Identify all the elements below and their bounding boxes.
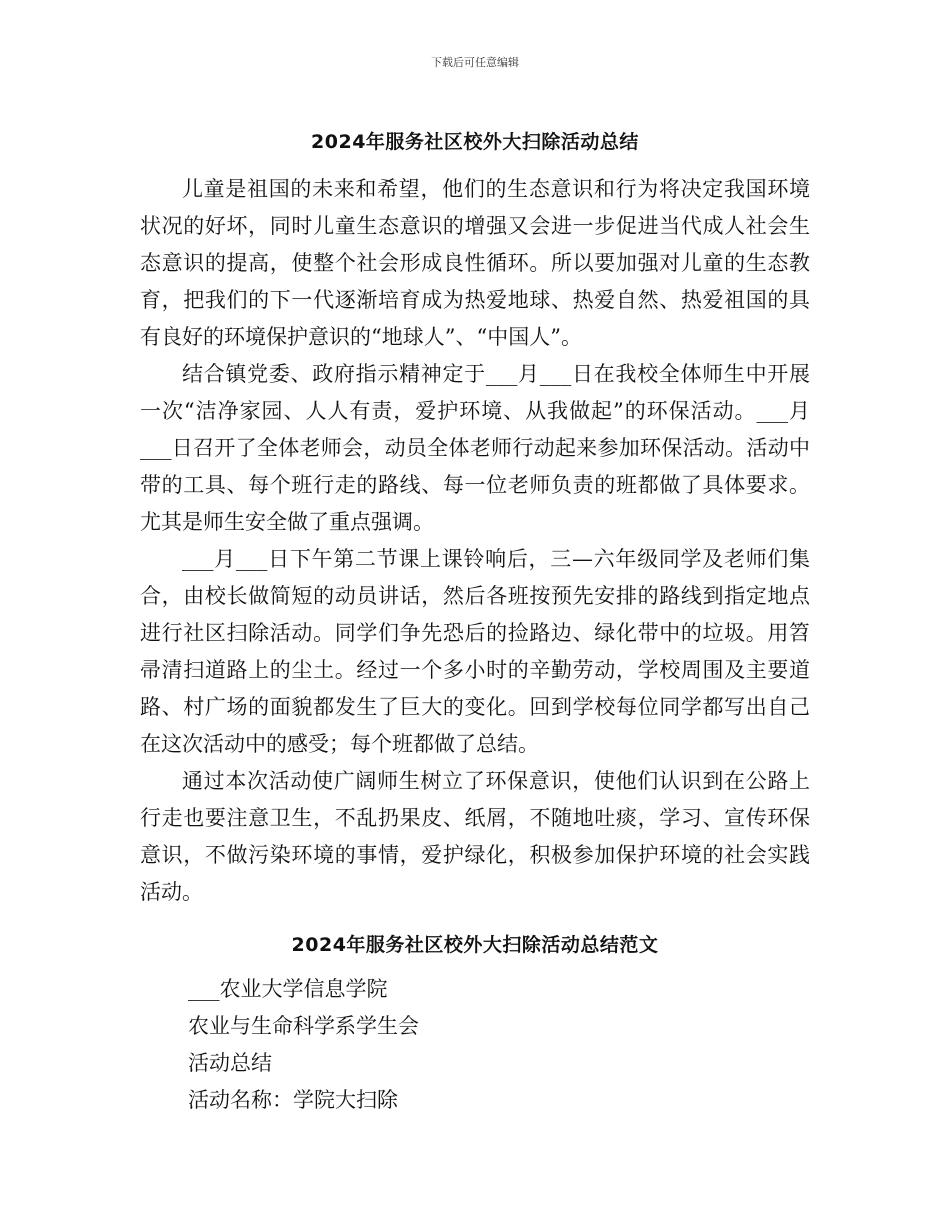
paragraph: 儿童是祖国的未来和希望，他们的生态意识和行为将决定我国环境状况的好坏，同时儿童生态意识的增强又会进一步促进当代成人社会生态意识的提高，使整个社会形成良性循环。所以要加强对儿童的生态教育，把我们的下一代逐渐培育成为热爱地球、热爱自然、热爱祖国的具有良好的环境保护意识的“地球人”、“中国人”。	[140, 177, 810, 349]
info-list	[188, 971, 419, 1119]
info-line: 活动总结	[188, 1051, 272, 1075]
paragraph: ___月___日下午第二节课上课铃响后，三—六年级同学及老师们集合，由校长做简短的动员讲话，然后各班按预先安排的路线到指定地点进行社区扫除活动。同学们争先恐后的捡路边、绿化带中的垃圾。用笤帚清扫道路上的尘土。经过一个多小时的辛勤劳动，学校周围及主要道路、村广场的面貌都发生了巨大的变化。回到学校每位同学都写出自己在这次活动中的感受；每个班都做了总结。	[140, 547, 810, 756]
paragraph: 结合镇党委、政府指示精神定于___月___日在我校全体师生中开展一次“洁净家园、人人有责，爱护环境、从我做起”的环保活动。___月___日召开了全体老师会，动员全体老师行动起来参加环保活动。活动中带的工具、每个班行走的路线、每一位老师负责的班都做了具体要求。尤其是师生安全做了重点强调。	[140, 362, 810, 534]
document-title: 2024年服务社区校外大扫除活动总结	[311, 131, 639, 153]
info-line: 农业与生命科学系学生会	[188, 1014, 419, 1038]
page-header-note: 下载后可任意编辑	[431, 56, 519, 69]
document-body	[140, 171, 810, 911]
info-line: 活动名称：学院大扫除	[188, 1088, 398, 1112]
info-line: ___农业大学信息学院	[188, 977, 388, 1001]
section-title: 2024年服务社区校外大扫除活动总结范文	[291, 934, 659, 956]
paragraph: 通过本次活动使广阔师生树立了环保意识，使他们认识到在公路上行走也要注意卫生，不乱扔果皮、纸屑，不随地吐痰，学习、宣传环保意识，不做污染环境的事情，爱护绿化，积极参加保护环境的社会实践活动。	[140, 769, 810, 904]
